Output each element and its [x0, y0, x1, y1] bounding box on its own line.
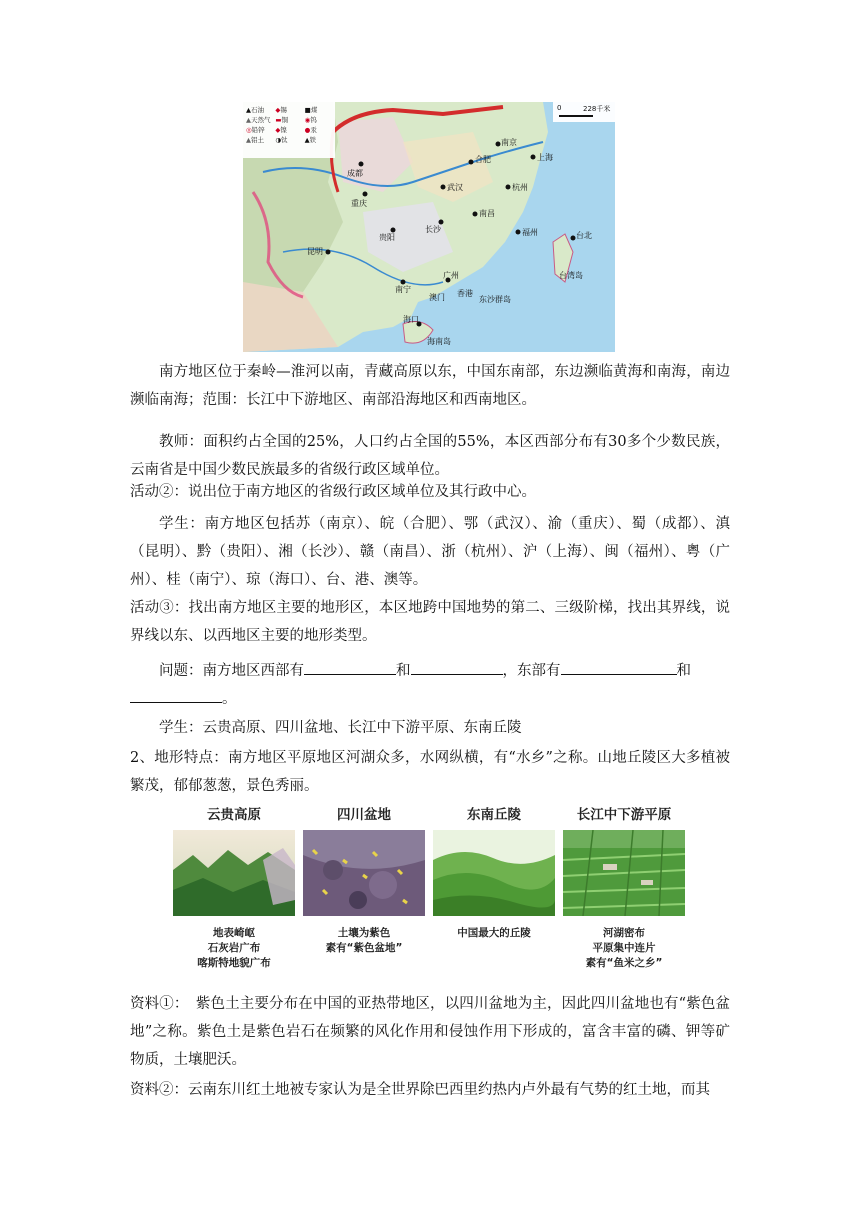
- place-chongqing: 重庆: [351, 199, 367, 208]
- blank-1[interactable]: [304, 656, 396, 675]
- place-wuhan: 武汉: [447, 183, 463, 192]
- place-hefei: 合肥: [475, 155, 491, 164]
- paragraph-terrain-features: 2、地形特点：南方地区平原地区河湖众多，水网纵横，有“水乡”之称。山地丘陵区大多植被繁茂，郁郁葱葱，景色秀丽。: [130, 750, 730, 794]
- sichuan-basin-photo: [303, 830, 425, 916]
- caption-line-2: 平原集中连片: [592, 942, 656, 954]
- place-nanning: 南宁: [395, 285, 411, 294]
- legend-mercury: ●汞: [304, 126, 317, 134]
- map-legend: [246, 105, 334, 145]
- caption-line-1: 地表崎岖: [213, 927, 255, 939]
- place-nanjing: 南京: [501, 138, 517, 147]
- place-hangzhou: 杭州: [512, 183, 528, 192]
- blank-4[interactable]: [130, 684, 222, 703]
- legend-leadzinc: ◎铅锌: [246, 126, 265, 134]
- place-shanghai: 上海: [537, 153, 553, 162]
- legend-gas: ▲天然气: [246, 116, 271, 124]
- paragraph-student-answer: 学生：云贵高原、四川盆地、长江中下游平原、东南丘陵: [159, 720, 522, 736]
- photo-caption: [303, 926, 425, 956]
- south-china-map: [243, 102, 615, 352]
- yangtze-plain-photo: [563, 830, 685, 916]
- caption-line-1: 中国最大的丘陵: [457, 927, 531, 939]
- paragraph-student-provinces: 学生：南方地区包括苏（南京）、皖（合肥）、鄂（武汉）、渝（重庆）、蜀（成都）、滇（昆明）、黔（贵阳）、湘（长沙）、赣（南昌）、浙（杭州）、沪（上海）、闽（福州）、粤（广州）、桂（南宁）、琼（海口）、台、港、澳等。: [130, 516, 730, 588]
- question-end: 。: [222, 691, 237, 707]
- legend-bauxite: ▲铝土: [246, 136, 264, 144]
- scale-label: 228千米: [583, 105, 611, 113]
- caption-line-2: 素有“紫色盆地”: [325, 942, 403, 954]
- place-hainan-island: 海南岛: [427, 337, 451, 346]
- blank-2[interactable]: [411, 656, 503, 675]
- place-taiwan-island: 台湾岛: [559, 271, 583, 280]
- legend-titanium: ◑钛: [275, 136, 288, 144]
- photo-card-sichuan: [303, 800, 425, 956]
- caption-line-2: 石灰岩广布: [207, 942, 261, 954]
- caption-line-3: 素有“鱼米之乡”: [585, 957, 663, 969]
- photo-card-yungui: [173, 800, 295, 971]
- place-changsha: 长沙: [425, 225, 441, 234]
- place-macao: 澳门: [429, 293, 445, 302]
- place-guiyang: 贵阳: [379, 233, 395, 242]
- legend-nickel: ◆镍: [275, 126, 287, 134]
- caption-line-1: 土壤为紫色: [337, 927, 391, 939]
- caption-line-1: 河湖密布: [603, 927, 645, 939]
- paragraph-material-2: 资料②：云南东川红土地被专家认为是全世界除巴西里约热内卢外最有气势的红土地，而其: [130, 1082, 710, 1098]
- photo-card-southeast-hills: [433, 800, 555, 941]
- photo-card-yangtze-plain: [563, 800, 685, 971]
- question-prefix: 问题：南方地区西部有: [159, 663, 304, 679]
- landform-photos: [173, 800, 691, 990]
- legend-tungsten: ◉钨: [304, 116, 317, 124]
- photo-caption: [173, 926, 295, 971]
- place-kunming: 昆明: [307, 247, 323, 256]
- place-nanchang: 南昌: [479, 209, 495, 218]
- paragraph-activity-2: 活动②：说出位于南方地区的省级行政区域单位及其行政中心。: [130, 484, 536, 500]
- paragraph-question-end: [130, 684, 730, 713]
- place-chengdu: 成都: [347, 169, 363, 178]
- place-fuzhou: 福州: [522, 228, 538, 237]
- question-mid: ，东部有: [502, 663, 561, 679]
- question-and-1: 和: [396, 663, 411, 679]
- question-and-2: 和: [676, 663, 691, 679]
- paragraph-region-location: 南方地区位于秦岭—淮河以南，青藏高原以东，中国东南部，东边濒临黄海和南海，南边濒临南海；范围：长江中下游地区、南部沿海地区和西南地区。: [130, 364, 730, 408]
- paragraph-question: [130, 656, 730, 685]
- place-guangzhou: 广州: [443, 271, 459, 280]
- place-hongkong: 香港: [457, 289, 473, 298]
- scale-zero: 0: [557, 104, 562, 112]
- place-haikou: 海口: [403, 315, 419, 324]
- photo-title: 东南丘陵: [467, 807, 521, 823]
- photo-title: 四川盆地: [337, 807, 391, 823]
- legend-copper: ▬铜: [275, 116, 288, 124]
- southeast-hills-photo: [433, 830, 555, 916]
- yungui-plateau-photo: [173, 830, 295, 916]
- blank-3[interactable]: [561, 656, 677, 675]
- photo-title: 长江中下游平原: [576, 807, 672, 823]
- place-dongsha: 东沙群岛: [479, 295, 511, 304]
- legend-iron: ▲铁: [304, 136, 317, 144]
- paragraph-material-1: 资料①： 紫色土主要分布在中国的亚热带地区，以四川盆地为主，因此四川盆地也有“紫色盆地”之称。紫色土是紫色岩石在频繁的风化作用和侵蚀作用下形成的，富含丰富的磷、钾等矿物质，土壤肥沃。: [130, 996, 730, 1068]
- photo-caption: [433, 926, 555, 941]
- legend-tin: ◆锡: [275, 106, 287, 114]
- photo-caption: [563, 926, 685, 971]
- paragraph-teacher-area: 教师：面积约占全国的25%，人口约占全国的55%，本区西部分布有30多个少数民族，云南省是中国少数民族最多的省级行政区域单位。: [130, 434, 730, 478]
- legend-coal: ■煤: [304, 106, 318, 114]
- caption-line-3: 喀斯特地貌广布: [197, 957, 271, 969]
- photo-title: 云贵高原: [207, 807, 261, 823]
- place-taipei: 台北: [576, 231, 592, 240]
- legend-oil: ▲石油: [246, 106, 264, 114]
- paragraph-activity-3: 活动③：找出南方地区主要的地形区，本区地跨中国地势的第二、三级阶梯，找出其界线，说界线以东、以西地区主要的地形类型。: [130, 600, 730, 644]
